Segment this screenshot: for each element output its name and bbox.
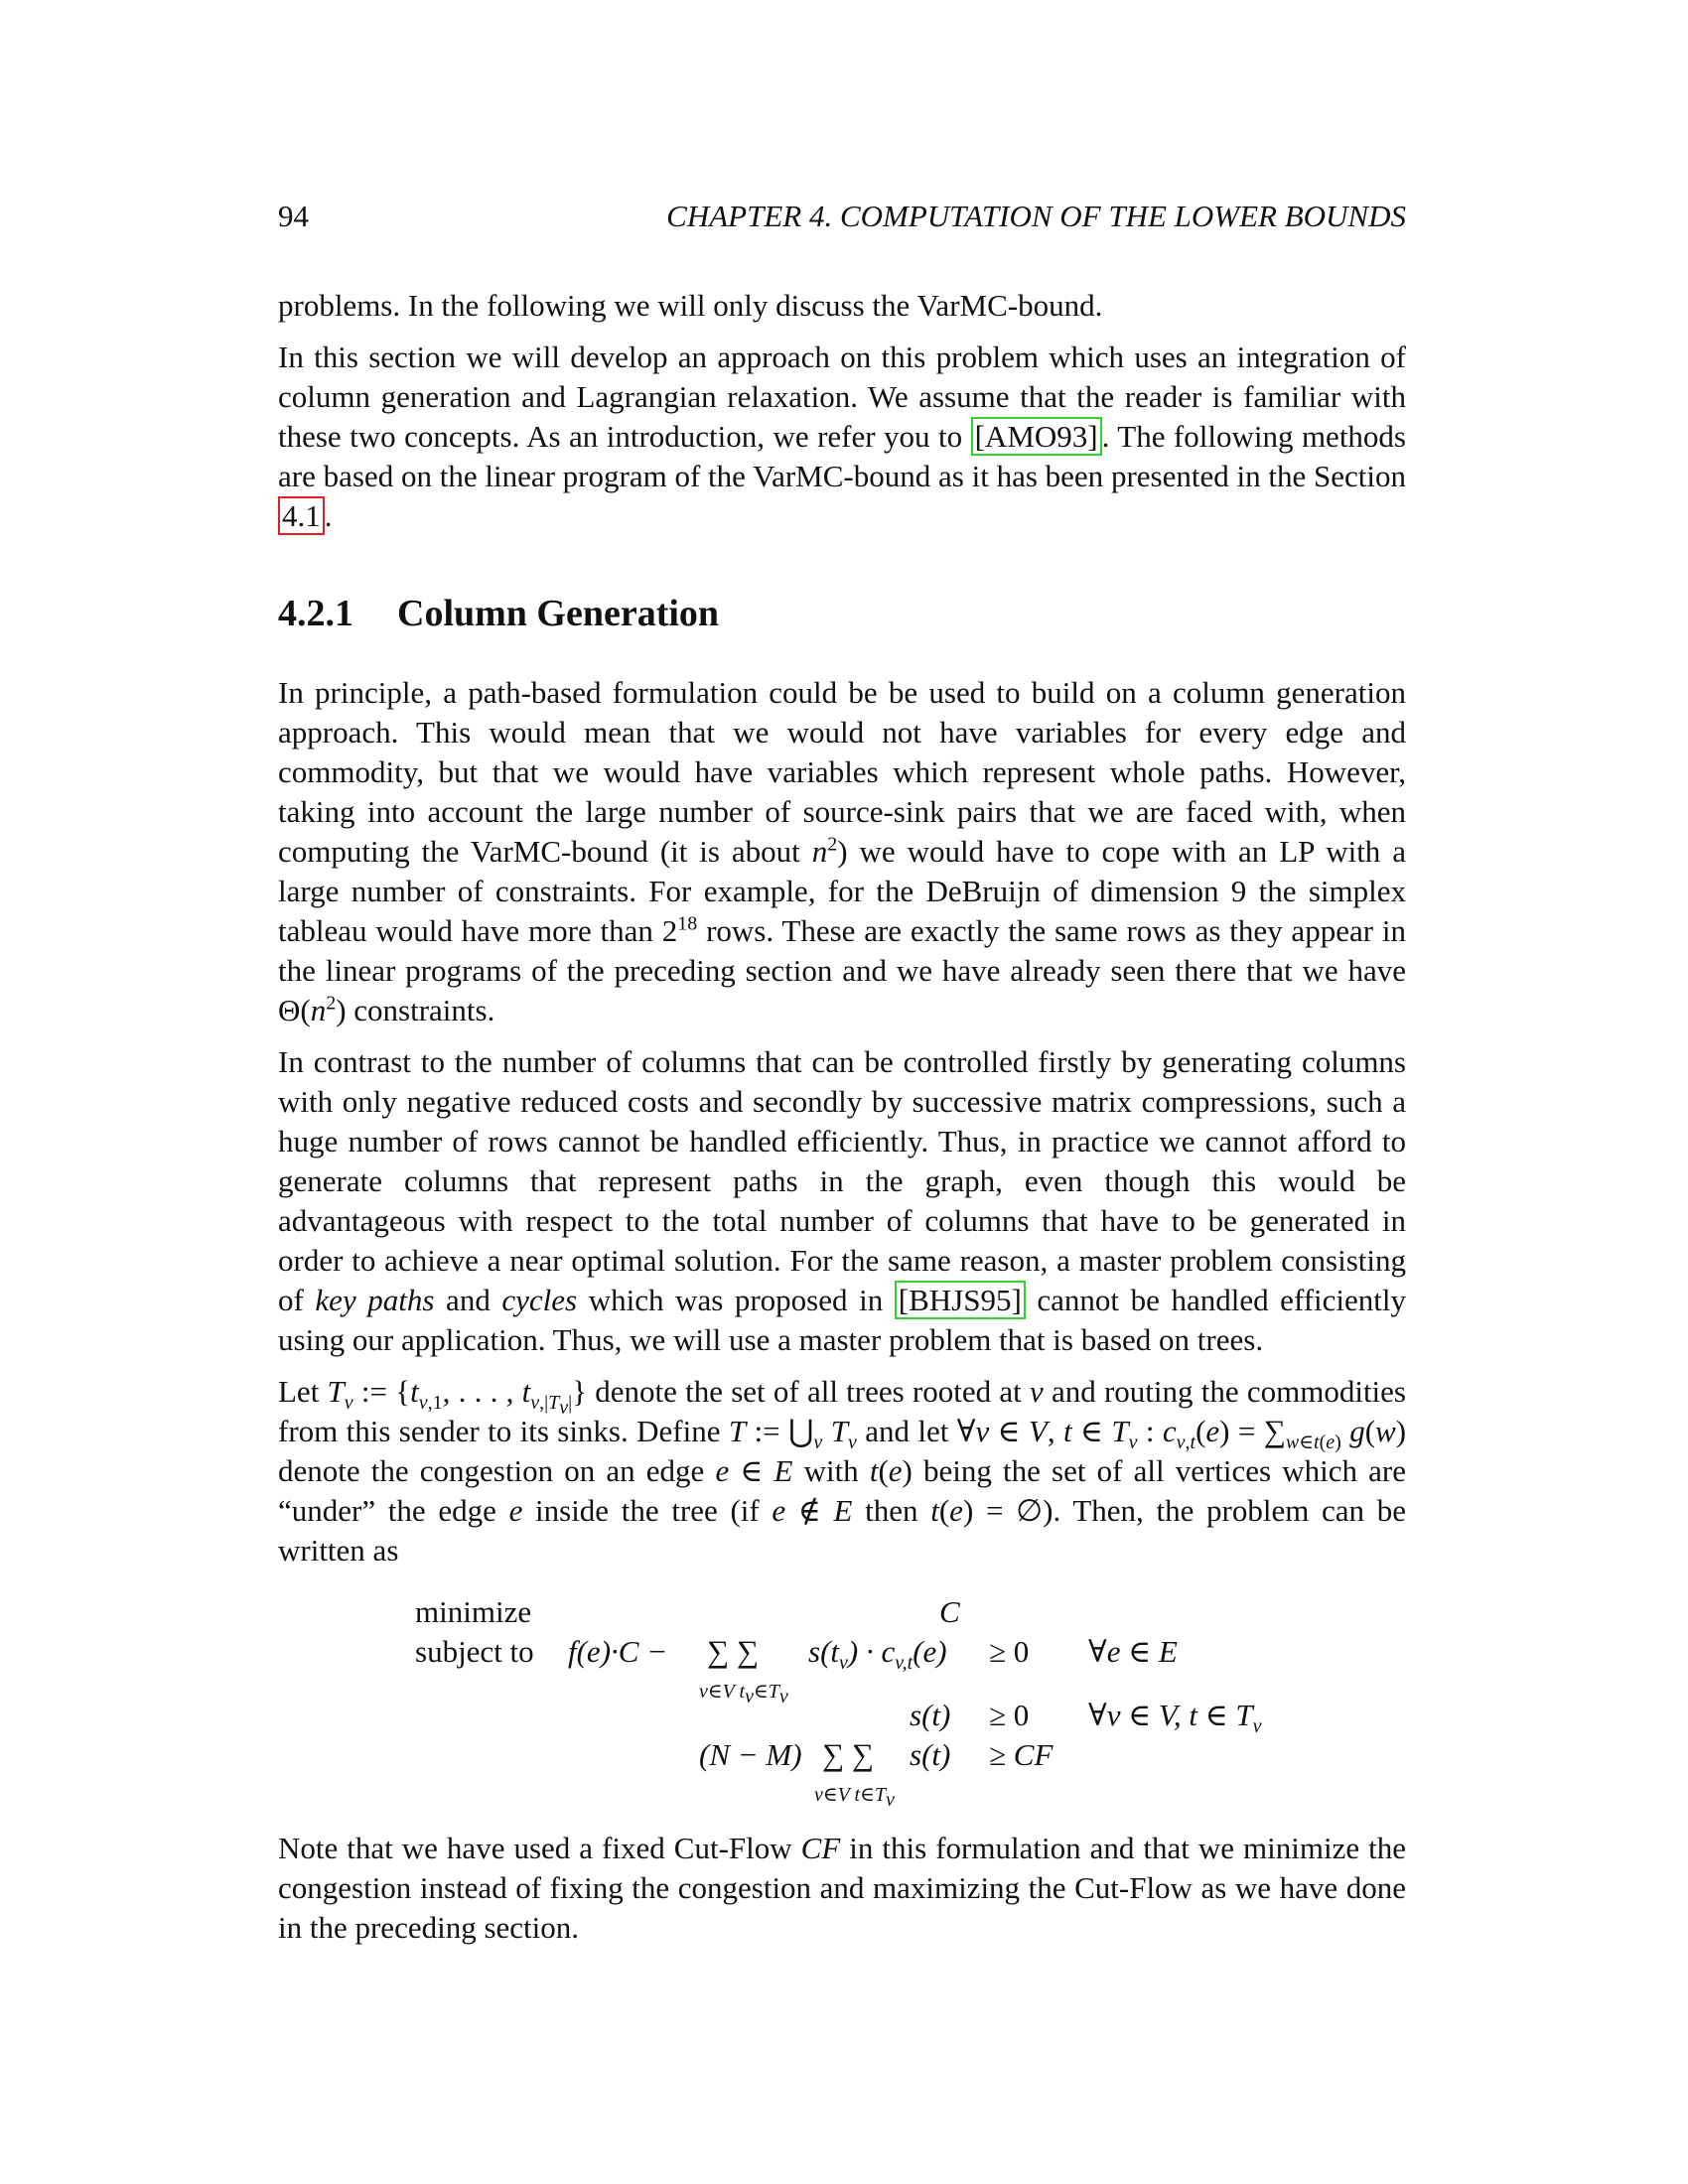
paragraph-5 [278, 1372, 1406, 1570]
paragraph-3-text: In principle, a path-based formulation could be be used to build on a column generation approach. This would mean that we would not have variables for every edge and commodity, but that we would have variables which represent whole paths. However, taking into account the large number of source-sink pairs that we are faced with, when computing the VarMC-bound (it is about [278, 675, 1406, 869]
paragraph-6-text: Note that we have used a fixed Cut-Flow [278, 1831, 801, 1865]
paragraph-5-text: ). Then, the problem can be written as [278, 1493, 1407, 1568]
paragraph-3-text: ) we would have to cope with an LP with a large number of constraints. For example, for the DeBruijn of dimension 9 the simplex tableau would have more than 2 [278, 834, 1406, 948]
math-tree-set: $T_v$ := {$t_{v,1}$, . . . , $t_{v,|T_v|}$} [327, 1374, 588, 1420]
math-not-in: e ∉ E [772, 1493, 853, 1528]
paragraph-5-text: inside the tree (if [522, 1493, 773, 1528]
lp-row3-expr: s(t) [910, 1698, 951, 1732]
paragraph-3-text: rows. These are exactly the same rows as they appear in the linear programs of the preceding section and we have already seen there that we have Θ( [278, 913, 1406, 1027]
lp-row4-sum: ∑ ∑ [822, 1737, 874, 1772]
paragraph-2-text: . [324, 498, 333, 533]
math-congestion-def: ∀v ∈ V, t ∈ $T_v$ : $c_{v,t}(e) = \sum_{w\in t(e)}$ g(w) [956, 1414, 1407, 1454]
linear-program [278, 1592, 1406, 1811]
paragraph-2 [278, 338, 1406, 536]
math-n: n [811, 834, 828, 869]
page-number: 94 [278, 199, 309, 233]
paragraph-2-text: . The following methods are based on the linear program of the VarMC-bound as it has been presented in the Section [278, 419, 1406, 493]
lp-objective: C [939, 1594, 960, 1629]
lp-row4-expr: (N − M) [699, 1737, 802, 1772]
page-header [278, 199, 1406, 242]
lp-row2-sum: ∑ ∑ [707, 1634, 759, 1669]
math-empty: t(e) = ∅ [930, 1493, 1044, 1528]
section-number: 4.2.1 [278, 593, 353, 634]
section-heading [278, 592, 1406, 635]
paragraph-5-text: then [852, 1493, 931, 1528]
math-union: T := $⋃_v$ $T_v$ [728, 1414, 857, 1454]
paragraph-2-text: In this section we will develop an approach on this problem which uses an integration of column generation and Lagrangian relaxation. We assume that the reader is familiar with these two concepts. As an introduction, we refer you to [278, 340, 1406, 454]
math-cf: CF [800, 1831, 841, 1865]
paragraph-1: problems. In the following we will only discuss the VarMC-bound. [278, 288, 1103, 323]
lp-row2-rel: ≥ 0 [989, 1634, 1030, 1669]
lp-minimize-label: minimize [415, 1594, 532, 1629]
citation-bhjs95[interactable]: [BHJS95] [895, 1281, 1026, 1319]
lp-row3-domain: ∀v ∈ V, t ∈ $T_v$ [1088, 1698, 1262, 1738]
math-te: t(e) [869, 1453, 913, 1488]
math-exponent: 2 [326, 992, 337, 1015]
emphasis-cycles: cycles [501, 1283, 578, 1317]
page-body [278, 286, 1406, 1960]
paragraph-4-text: and [434, 1283, 502, 1317]
running-head: CHAPTER 4. COMPUTATION OF THE LOWER BOUNDS [666, 199, 1406, 233]
math-v: v [1029, 1374, 1044, 1409]
paragraph-6 [278, 1829, 1406, 1948]
math-e: e [508, 1493, 523, 1528]
paragraph-5-text: denote the congestion on an edge [278, 1453, 716, 1488]
paragraph-4-text: which was proposed in [577, 1283, 895, 1317]
paragraph-4-text: cannot be handled efficiently using our application. Thus, we will use a master problem that is based on trees. [278, 1283, 1406, 1357]
lp-row4-term: s(t) [910, 1737, 951, 1772]
citation-amo93[interactable]: [AMO93] [971, 417, 1102, 456]
paragraph-5-text: being the set of all vertices which are “under” the edge [278, 1453, 1407, 1528]
lp-row4-limits: v∈V $t\in T_v$ [814, 1784, 895, 1811]
paragraph-5-text: Let [278, 1374, 328, 1409]
lp-row2-limits: v∈V $t_v\in T_v$ [699, 1681, 788, 1707]
paragraph-5-text: denote the set of all trees rooted at [587, 1374, 1030, 1409]
lp-row2-domain: ∀e ∈ E [1088, 1634, 1178, 1669]
paragraph-4-text: In contrast to the number of columns that can be controlled firstly by generating columns with only negative reduced costs and secondly by successive matrix compressions, such a huge number of rows cannot be handled efficiently. Thus, in practice we cannot afford to generate columns that represent paths in the graph, even though this would be advantageous with respect to the total number of columns that have to be generated in order to achieve a near optimal solution. For the same reason, a master problem consisting of [278, 1044, 1406, 1317]
math-exponent: 18 [677, 912, 698, 935]
paragraph-5-text: and let [856, 1414, 957, 1448]
lp-row2-expr: f(e)·C − [568, 1634, 668, 1669]
paragraph-4 [278, 1042, 1406, 1360]
paragraph-5-text: and routing the commodities from this sender to its sinks. Define [278, 1374, 1406, 1448]
lp-row4-rel: ≥ CF [989, 1737, 1054, 1772]
lp-row2-term: $s(t_v) \cdot c_{v,t}(e)$ [808, 1634, 947, 1675]
section-title: Column Generation [397, 593, 720, 634]
paragraph-6-text: in this formulation and that we minimize the congestion instead of fixing the congestion and maximizing the Cut-Flow as we have done in the preceding section. [278, 1831, 1406, 1945]
math-edge: e ∈ E [715, 1453, 793, 1488]
emphasis-key-paths: key paths [315, 1283, 435, 1317]
lp-subject-to-label: subject to [415, 1634, 534, 1669]
paragraph-5-text: with [792, 1453, 870, 1488]
math-exponent: 2 [827, 833, 838, 856]
section-ref-4-1[interactable]: 4.1 [278, 496, 325, 535]
lp-row3-rel: ≥ 0 [989, 1698, 1030, 1732]
paragraph-3-text: ) constraints. [336, 993, 495, 1027]
math-n: n [310, 993, 327, 1027]
paragraph-3 [278, 673, 1406, 1030]
